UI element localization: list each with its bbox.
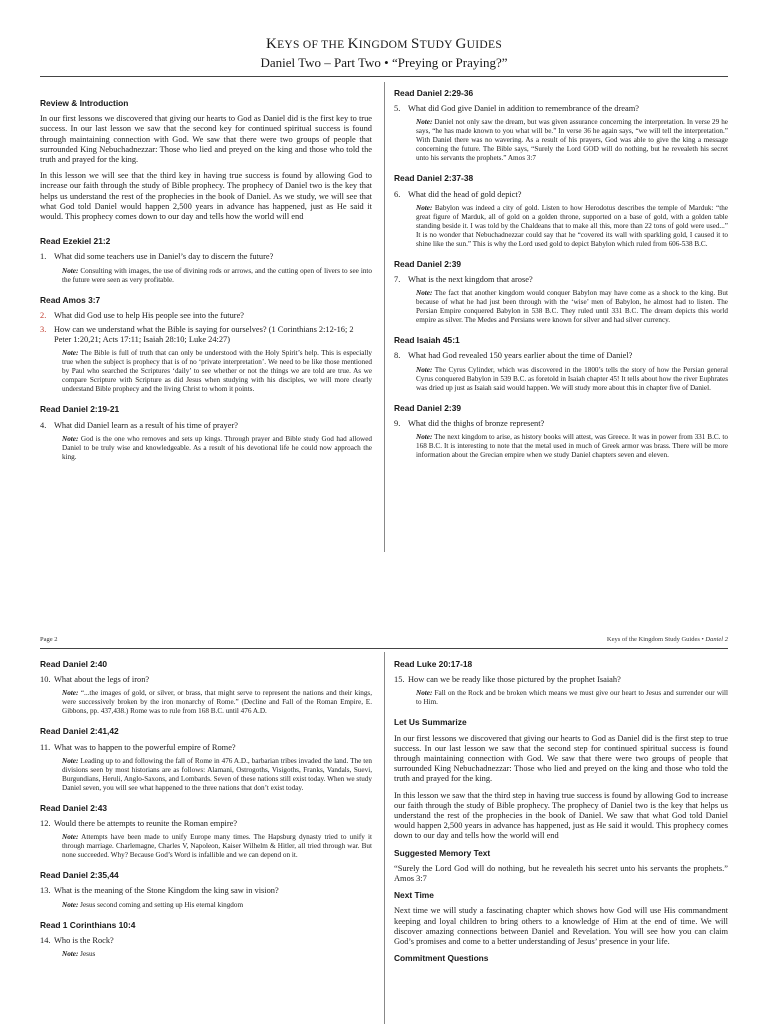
running-header: Keys of the Kingdom Study Guides • Daniel 2 <box>606 636 728 643</box>
page2-left-column <box>40 659 372 969</box>
page-number: Page 2 <box>40 636 58 643</box>
section-heading: Commitment Questions <box>394 953 489 964</box>
page1-right-column <box>394 88 728 470</box>
question-14: 14. Who is the Rock? <box>40 935 114 945</box>
question-6: 6. What did the head of gold depict? <box>394 189 522 199</box>
note-6: Note: Babylon was indeed a city of gold. Listen to how Herodotus describes the temple of Marduk: “the great figure of Marduk, all of gold on a golden throne, supported on a base of gold, with a golden table standing beside it. I was told by the Chaldeans that to make all this, more than 22 tons of gold were used...” It is no wonder that Nebuchadnezzar could say that he “covered its wall with sparkling gold, I caused it to shine like the sun.” This is why the Lord used gold to depict Babylon which ruled from 606-538 B.C. <box>416 203 728 248</box>
section-heading: Read Daniel 2:37-38 <box>394 173 474 184</box>
section-heading: Read Daniel 2:40 <box>40 659 108 669</box>
intro-paragraph-1: In our first lessons we discovered that giving our hearts to God as Daniel did is the first key to true success. In our last lesson we saw that the second key for continued spiritual success is found through maintaining connection with God. We saw that there were two groups of people that surrounded King Nebuchadnezzar: Those who lied and preyed on the king and those who told the truth and prayed for the king. <box>40 114 372 165</box>
section-heading: Read Isaiah 45:1 <box>394 335 460 346</box>
question-5: 5. What did God give Daniel in addition to remembrance of the dream? <box>394 104 639 114</box>
column-divider <box>384 652 385 1024</box>
section-heading: Read 1 Corinthians 10:4 <box>40 919 136 930</box>
question-8: 8. What had God revealed 150 years earlier about the time of Daniel? <box>394 351 633 361</box>
section-heading: Read Daniel 2:35,44 <box>40 870 119 881</box>
section-heading: Read Daniel 2:39 <box>394 402 462 413</box>
question-13: 13. What is the meaning of the Stone Kingdom the king saw in vision? <box>40 886 279 896</box>
question-2: 2. What did God use to help His people see into the future? <box>40 310 245 320</box>
question-7: 7. What is the next kingdom that arose? <box>394 275 533 285</box>
question-11: 11. What was to happen to the powerful empire of Rome? <box>40 742 236 752</box>
note-12: Note: Attempts have been made to unify Europe many times. The Hapsburg dynasty tried to unify it through marriage. Charlemagne, Charles V, Napoleon, Kaiser Wilhelm & Hitler, all tried through war. But none succeeded. Why? Because God’s Word is infallible and we can depend on it. <box>62 833 372 860</box>
question-10: 10. What about the legs of iron? <box>40 675 150 685</box>
section-heading: Read Daniel 2:19-21 <box>40 404 120 415</box>
summary-paragraph-2: In this lesson we saw that the third step in having true success is found by allowing God to increase our faith through the study of Bible prophecy. The prophecy of Daniel two is the key that helps us understand the rest of the prophecies in the book of Daniel. We saw that what God told Daniel would happen 2,500 years in advance has happened, just as He said it would. This prophecy comes down to our day and tells how the world will end <box>394 790 728 841</box>
note-11: Note: Leading up to and following the fall of Rome in 476 A.D., barbarian tribes invaded the land. The ten divisions seen by most historians are as follows: Alamani, Ostrogoths, Visigoths, Franks, Vandals, Suevi, Burgundians, Heruli, Anglo-Saxons, and Lombards. Seven of these nations still exist today. When we study Daniel seven, you will see what happened to the three nations that don’t exist today. <box>62 756 372 792</box>
page2-right-column <box>394 659 728 969</box>
note-13: Note: Jesus second coming and setting up His eternal kingdom <box>62 900 244 909</box>
header-rule <box>40 76 728 77</box>
summary-paragraph-1: In our first lessons we discovered that giving our hearts to God as Daniel did is the first step to true success. In our last lesson we saw that the second step for continued spiritual success is found through maintaining connection with God. We saw that there were two groups of people that surrounded King Nebuchadnezzar: Those who lied and preyed on the king and those who told the truth and prayed for the king. <box>394 733 728 784</box>
section-heading: Read Daniel 2:29-36 <box>394 88 474 98</box>
header-rule <box>40 648 728 649</box>
question-9: 9. What did the thighs of bronze represent? <box>394 418 545 428</box>
question-12: 12. Would there be attempts to reunite the Roman empire? <box>40 819 238 829</box>
section-heading: Read Amos 3:7 <box>40 294 101 305</box>
section-heading: Read Daniel 2:43 <box>40 802 108 813</box>
lesson-subtitle: Daniel Two – Part Two • “Preying or Praying?” <box>260 55 508 70</box>
note-14: Note: Jesus <box>62 950 96 959</box>
page-two <box>0 630 768 1024</box>
column-divider <box>384 82 385 552</box>
note-4: Note: God is the one who removes and sets up kings. Through prayer and Bible study God had allowed Daniel to be truly wise and knowledgeable. As a result of his devotional life he could now approach the king. <box>62 434 372 461</box>
note-9: Note: The next kingdom to arise, as history books will attest, was Greece. It was in power from 331 B.C. to 168 B.C. It is interesting to note that the metal used in much of Greek armor was brass. There will be more information about the Grecian empire when we study Daniel chapters seven and eleven. <box>416 433 728 460</box>
note-8: Note: The Cyrus Cylinder, which was discovered in the 1800’s tells the story of how the Persian general Cyrus conquered Babylon in 539 B.C. as foretold in Isaiah chapter 45! It tells about how the river Euphrates was dried up just as Isaiah said would happen. We will study more about this in chapter five of Daniel. <box>416 365 728 392</box>
memory-text: “Surely the Lord God will do nothing, but he revealeth his secret unto his servants the prophets.” Amos 3:7 <box>394 863 728 884</box>
page1-left-column <box>40 98 372 472</box>
section-heading: Read Ezekiel 21:2 <box>40 236 111 247</box>
question-15: 15. How can we be ready like those pictured by the prophet Isaiah? <box>394 675 621 685</box>
section-heading: Let Us Summarize <box>394 717 467 728</box>
question-4: 4. What did Daniel learn as a result of his time of prayer? <box>40 420 238 430</box>
note-5: Note: Daniel not only saw the dream, but was given assurance concerning the interpretation. In verse 29 he says, “he has made known to you what will be.” In verse 36 he again says, “we will tell the interpretation.” With Daniel there was no wavering. As a result of his prayers, God was able to give the king a message concerning the future. The Bible says, “Surely the Lord GOD will do nothing, but he revealeth his secret unto his servants the prophets.” Amos 3:7 <box>416 118 729 163</box>
question-3: 3. How can we understand what the Bible is saying for ourselves? (1 Corinthians 2:12-16; 2 Peter 1:20,21; Acts 17:11; Isaiah 28:10; Luke 24:27) <box>40 325 354 345</box>
next-time-text: Next time we will study a fascinating chapter which shows how God will use His commandment keeping and loyal children to bring others to a knowledge of Him at the end of time. We will discover amazing connections between Daniel and Revelation. You will see how you can claim God’s promises and come to a better understanding of Jesus’ presence in your life. <box>394 906 728 947</box>
note-1: Note: Consulting with images, the use of divining rods or arrows, and the cutting open of livers to see into the future were seen as very profitable. <box>62 266 373 284</box>
intro-paragraph-2: In this lesson we will see that the third key in having true success is found by allowing God to increase our faith through the study of Bible prophecy. The prophecy of Daniel two is the key that helps us understand the rest of the prophecies in the book of Daniel. As we study, we will see that what God told Daniel would happen 2,500 years in advance has happened, just as He said it would. This prophecy comes down to our day and tells how the world will end <box>40 171 372 222</box>
section-heading: Read Luke 20:17-18 <box>394 659 473 669</box>
note-7: Note: The fact that another kingdom would conquer Babylon may have come as a shock to the king. But because of what he had just been through with the ‘wise’ men of Babylon, he almost had to listen. The Persian Empire conquered Babylon in 538 B.C. They ruled until 331 B.C. The dream depicts this world empire as silver. The Medes and Persians were known for silver and had silver currency. <box>416 289 728 325</box>
note-3: Note: The Bible is full of truth that can only be understood with the Holy Spirit’s help. This is especially true when the subject is prophecy that is of no ‘private interpretation’. We need to be like those mentioned by Paul who searched the Scriptures ‘daily’ to see whether or not the things we are told are true. As we compare Scripture with Scripture as did Jesus when studying with his disciples, we will more clearly understand Bible prophecy and the living Christ to whom it points. <box>62 349 372 394</box>
section-heading: Read Daniel 2:39 <box>394 258 462 269</box>
note-10: Note: “...the images of gold, or silver, or brass, that might serve to represent the nations and their kings, were successively broken by the iron monarchy of Rome.” (Decline and Fall of the Roman Empire, E. Gibbons, pp. 437,438.) Rome was to rule from 168 B.C. until 476 A.D. <box>62 689 373 716</box>
guide-title: KEYS OF THE KINGDOM STUDY GUIDES <box>265 36 503 52</box>
question-1: 1. What did some teachers use in Daniel’s day to discern the future? <box>40 252 274 262</box>
note-15: Note: Fall on the Rock and be broken which means we must give our heart to Jesus and surrender our will to Him. <box>416 689 729 707</box>
section-heading: Review & Introduction <box>40 98 129 108</box>
section-heading: Suggested Memory Text <box>394 847 491 858</box>
section-heading: Read Daniel 2:41,42 <box>40 726 119 737</box>
section-heading: Next Time <box>394 890 434 901</box>
